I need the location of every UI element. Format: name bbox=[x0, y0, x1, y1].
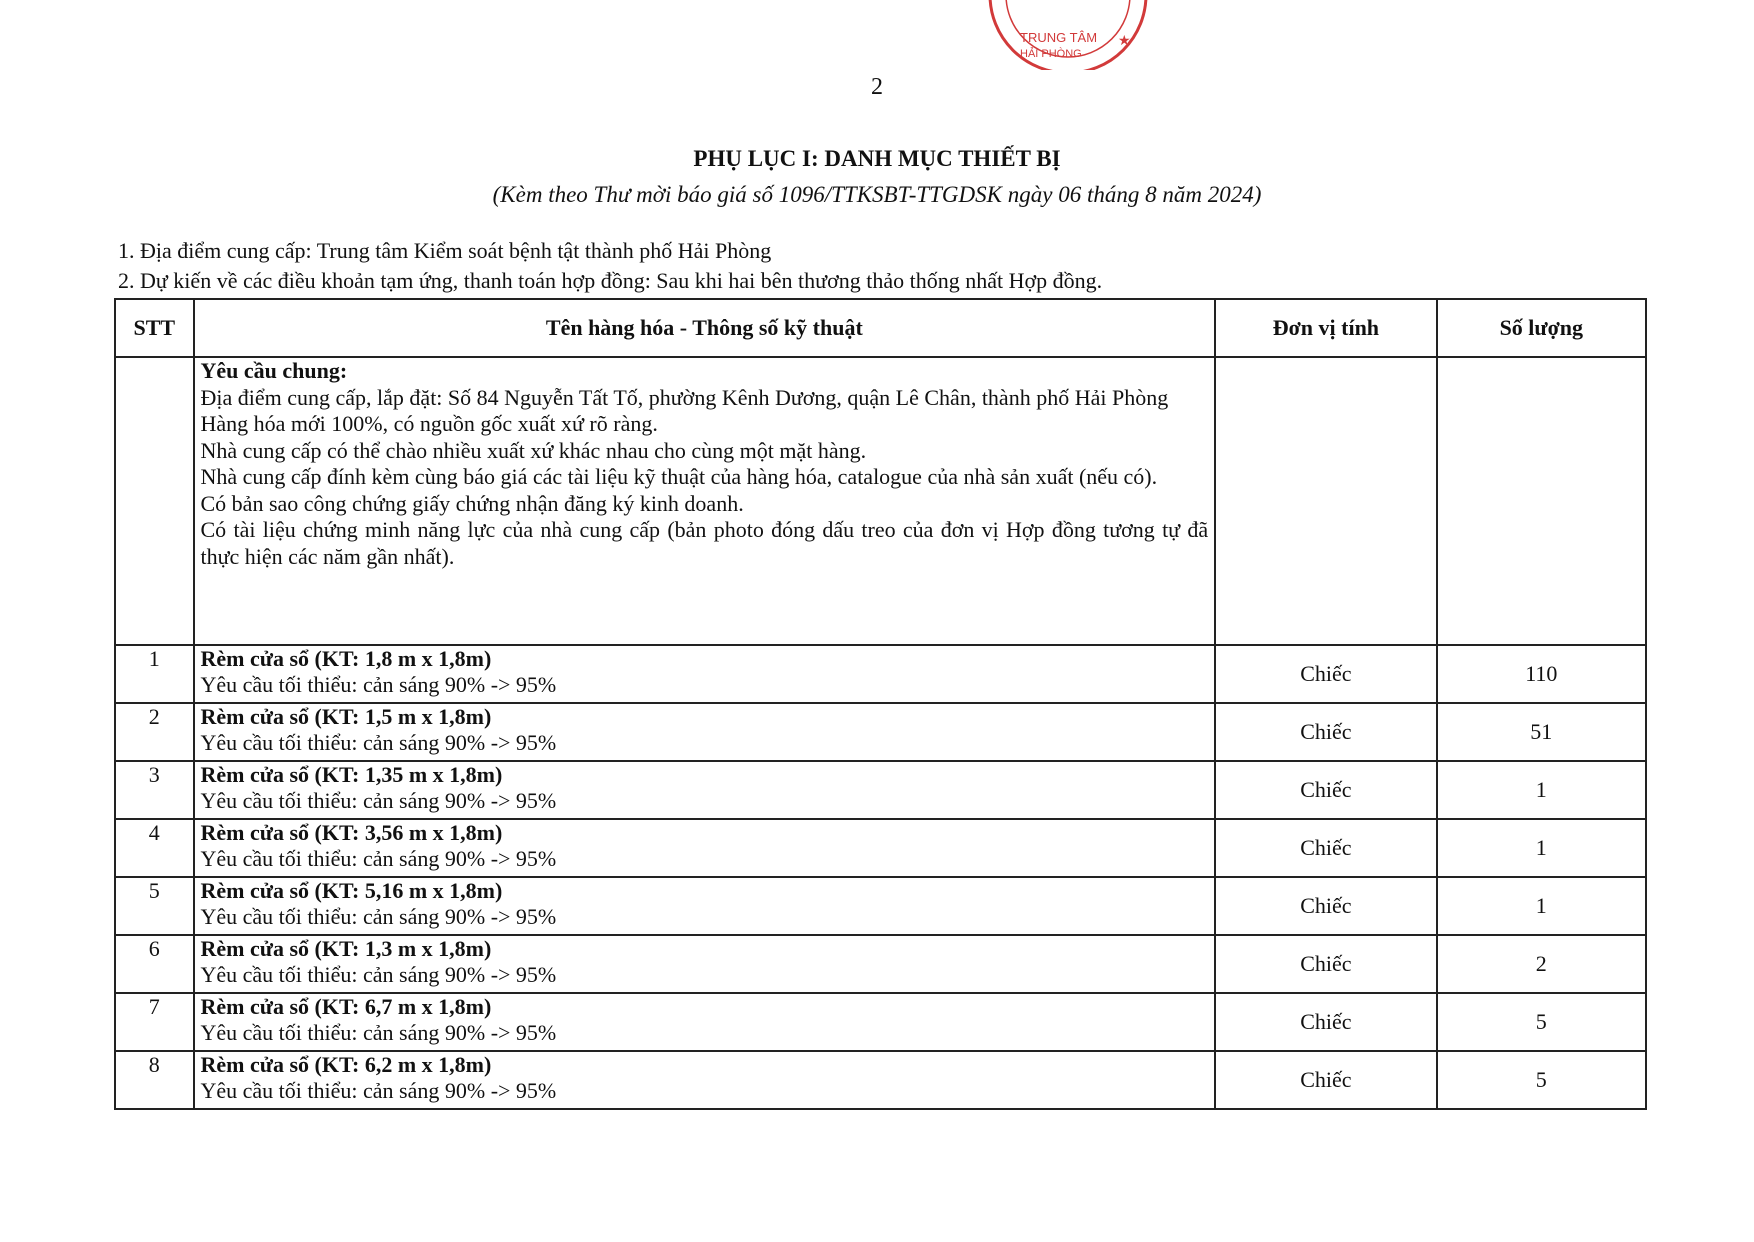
svg-text:HẢI PHÒNG: HẢI PHÒNG bbox=[1020, 48, 1082, 60]
row-name-cell bbox=[194, 819, 1216, 877]
item-spec: Yêu cầu tối thiểu: cản sáng 90% -> 95% bbox=[200, 846, 557, 871]
row-qty: 1 bbox=[1437, 877, 1646, 935]
item-name: Rèm cửa sổ (KT: 6,7 m x 1,8m) bbox=[200, 994, 492, 1019]
table-row bbox=[115, 935, 1646, 993]
row-name-cell bbox=[194, 1051, 1216, 1109]
item-spec: Yêu cầu tối thiểu: cản sáng 90% -> 95% bbox=[200, 904, 557, 929]
table-row bbox=[115, 819, 1646, 877]
general-unit-cell bbox=[1215, 357, 1436, 645]
row-name-cell bbox=[194, 761, 1216, 819]
table-row bbox=[115, 703, 1646, 761]
header-qty: Số lượng bbox=[1437, 299, 1646, 357]
row-name-cell bbox=[194, 645, 1216, 703]
svg-text:★: ★ bbox=[1118, 32, 1131, 48]
item-name: Rèm cửa sổ (KT: 5,16 m x 1,8m) bbox=[200, 878, 503, 903]
row-unit: Chiếc bbox=[1215, 877, 1436, 935]
row-stt: 7 bbox=[115, 993, 194, 1051]
row-stt: 3 bbox=[115, 761, 194, 819]
table-row bbox=[115, 761, 1646, 819]
item-spec: Yêu cầu tối thiểu: cản sáng 90% -> 95% bbox=[200, 962, 557, 987]
row-stt: 1 bbox=[115, 645, 194, 703]
row-unit: Chiếc bbox=[1215, 1051, 1436, 1109]
row-stt: 5 bbox=[115, 877, 194, 935]
general-requirements-row bbox=[115, 357, 1646, 645]
row-name-cell bbox=[194, 703, 1216, 761]
general-qty-cell bbox=[1437, 357, 1646, 645]
general-requirement-line: Hàng hóa mới 100%, có nguồn gốc xuất xứ rõ ràng. bbox=[200, 411, 658, 436]
row-stt: 8 bbox=[115, 1051, 194, 1109]
general-requirements-cell bbox=[194, 357, 1216, 645]
row-unit: Chiếc bbox=[1215, 645, 1436, 703]
official-stamp bbox=[968, 0, 1168, 70]
item-name: Rèm cửa sổ (KT: 1,35 m x 1,8m) bbox=[200, 762, 503, 787]
item-name: Rèm cửa sổ (KT: 1,5 m x 1,8m) bbox=[200, 704, 492, 729]
row-stt: 6 bbox=[115, 935, 194, 993]
table-row bbox=[115, 1051, 1646, 1109]
row-unit: Chiếc bbox=[1215, 703, 1436, 761]
general-stt-cell bbox=[115, 357, 194, 645]
general-requirements-heading: Yêu cầu chung: bbox=[200, 358, 348, 383]
row-unit: Chiếc bbox=[1215, 761, 1436, 819]
item-spec: Yêu cầu tối thiểu: cản sáng 90% -> 95% bbox=[200, 1078, 557, 1103]
row-unit: Chiếc bbox=[1215, 935, 1436, 993]
header-unit: Đơn vị tính bbox=[1215, 299, 1436, 357]
row-unit: Chiếc bbox=[1215, 819, 1436, 877]
general-requirement-line: Có bản sao công chứng giấy chứng nhận đăng ký kinh doanh. bbox=[200, 490, 744, 516]
delivery-location-line: 1. Địa điểm cung cấp: Trung tâm Kiểm soát bệnh tật thành phố Hải Phòng bbox=[118, 238, 772, 263]
item-spec: Yêu cầu tối thiểu: cản sáng 90% -> 95% bbox=[200, 672, 557, 697]
table-row bbox=[115, 645, 1646, 703]
header-stt: STT bbox=[115, 299, 194, 357]
general-requirement-line: Nhà cung cấp đính kèm cùng báo giá các tài liệu kỹ thuật của hàng hóa, catalogue của nhà sản xuất (nếu có). bbox=[200, 464, 1158, 489]
row-stt: 2 bbox=[115, 703, 194, 761]
item-name: Rèm cửa sổ (KT: 6,2 m x 1,8m) bbox=[200, 1052, 492, 1077]
row-name-cell bbox=[194, 877, 1216, 935]
general-requirement-line: Có tài liệu chứng minh năng lực của nhà cung cấp (bản photo đóng dấu treo của đơn vị Hợp đồng tương tự đã thực hiện các năm gần nhất). bbox=[200, 517, 1209, 569]
table-row bbox=[115, 877, 1646, 935]
table-header-row bbox=[115, 299, 1646, 357]
row-qty: 5 bbox=[1437, 1051, 1646, 1109]
equipment-table bbox=[114, 298, 1647, 1110]
item-name: Rèm cửa sổ (KT: 3,56 m x 1,8m) bbox=[200, 820, 503, 845]
item-spec: Yêu cầu tối thiểu: cản sáng 90% -> 95% bbox=[200, 1020, 557, 1045]
payment-terms-line: 2. Dự kiến về các điều khoản tạm ứng, thanh toán hợp đồng: Sau khi hai bên thương thảo thống nhất Hợp đồng. bbox=[118, 268, 1103, 293]
item-spec: Yêu cầu tối thiểu: cản sáng 90% -> 95% bbox=[200, 788, 557, 813]
svg-text:TRUNG TÂM: TRUNG TÂM bbox=[1020, 30, 1098, 45]
appendix-subtitle: (Kèm theo Thư mời báo giá số 1096/TTKSBT-TTGDSK ngày 06 tháng 8 năm 2024) bbox=[492, 182, 1262, 207]
item-spec: Yêu cầu tối thiểu: cản sáng 90% -> 95% bbox=[200, 730, 557, 755]
row-qty: 2 bbox=[1437, 935, 1646, 993]
row-unit: Chiếc bbox=[1215, 993, 1436, 1051]
row-qty: 5 bbox=[1437, 993, 1646, 1051]
table-row bbox=[115, 993, 1646, 1051]
row-name-cell bbox=[194, 993, 1216, 1051]
row-name-cell bbox=[194, 935, 1216, 993]
row-qty: 1 bbox=[1437, 819, 1646, 877]
item-name: Rèm cửa sổ (KT: 1,3 m x 1,8m) bbox=[200, 936, 492, 961]
item-name: Rèm cửa sổ (KT: 1,8 m x 1,8m) bbox=[200, 646, 492, 671]
general-requirement-line: Nhà cung cấp có thể chào nhiều xuất xứ khác nhau cho cùng một mặt hàng. bbox=[200, 437, 867, 463]
appendix-title: PHỤ LỤC I: DANH MỤC THIẾT BỊ bbox=[693, 146, 1061, 171]
row-stt: 4 bbox=[115, 819, 194, 877]
general-requirement-line: Địa điểm cung cấp, lắp đặt: Số 84 Nguyễn Tất Tố, phường Kênh Dương, quận Lê Chân, thành phố Hải Phòng bbox=[200, 384, 1169, 410]
row-qty: 110 bbox=[1437, 645, 1646, 703]
header-name: Tên hàng hóa - Thông số kỹ thuật bbox=[194, 299, 1216, 357]
page-number: 2 bbox=[871, 74, 883, 100]
row-qty: 1 bbox=[1437, 761, 1646, 819]
row-qty: 51 bbox=[1437, 703, 1646, 761]
